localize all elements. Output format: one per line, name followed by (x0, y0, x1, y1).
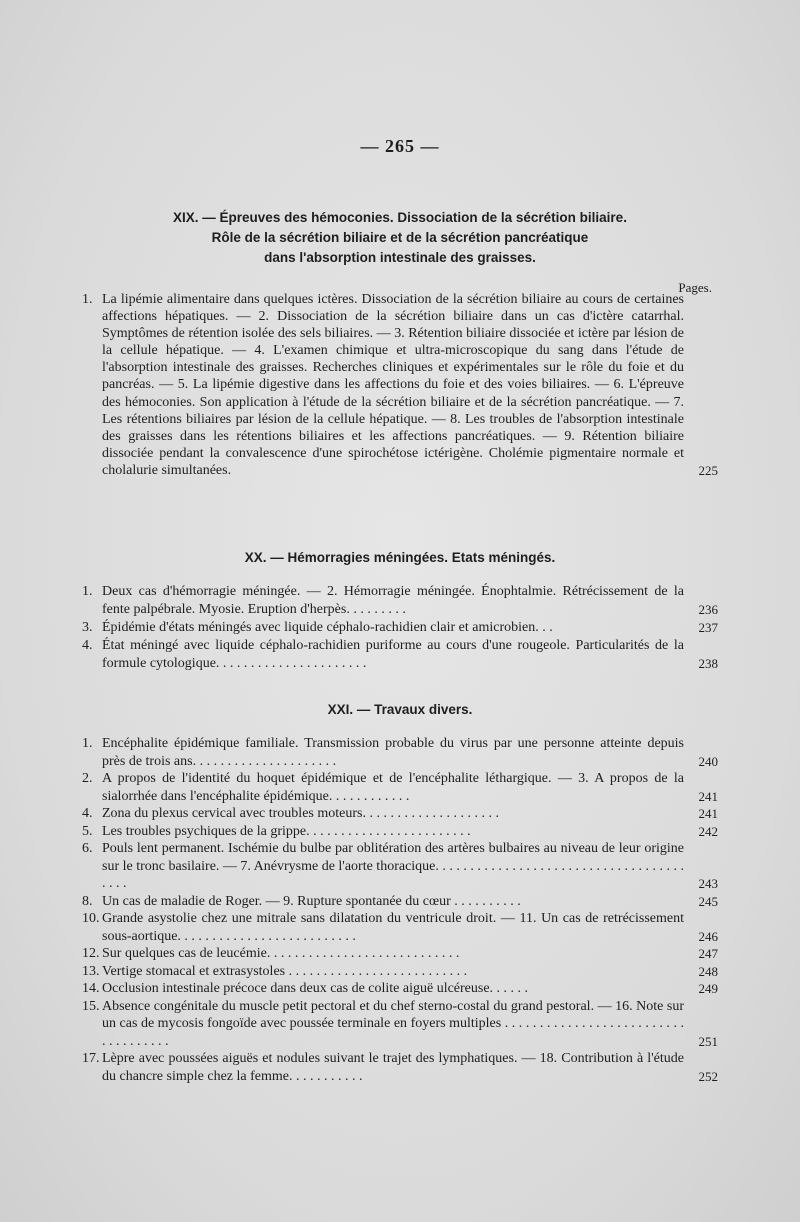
entry-page: 249 (698, 981, 718, 996)
entry-page: 240 (698, 753, 718, 769)
entry-text: État méningé avec liquide céphalo-rachidien puriforme au cours d'une rougeole. Particularités de la formule cytologique. . . . . . . . . . . . . . . . . . . . . . (102, 638, 684, 671)
entry-page: 225 (698, 462, 718, 478)
entry-page: 252 (698, 1068, 718, 1084)
entry-number: 4. (82, 638, 93, 653)
section-title-line: XIX. — Épreuves des hémoconies. Dissociation de la sécrétion biliaire. (173, 210, 627, 225)
list-item (82, 637, 718, 673)
entry-page: 251 (698, 1033, 718, 1049)
list-item (82, 945, 718, 963)
entry-number: 4. (82, 806, 93, 821)
entry-number: 8. (82, 893, 93, 909)
entry-text: Un cas de maladie de Roger. — 9. Rupture spontanée du cœur . . . . . . . . . . (102, 893, 521, 909)
list-item (82, 735, 718, 770)
entry-page: 238 (698, 656, 718, 671)
entry-page: 245 (698, 893, 718, 909)
list-item (82, 998, 718, 1051)
section-title-line: dans l'absorption intestinale des graisses. (264, 250, 536, 265)
list-item (82, 583, 718, 619)
entry-number: 1. (82, 584, 93, 599)
section-xix-title (0, 208, 800, 268)
entry-number: 2. (82, 771, 93, 786)
list-item (82, 910, 718, 945)
entry-number: 6. (82, 841, 93, 856)
entry-text: Absence congénitale du muscle petit pectoral et du chef sterno-costal du grand pestoral. — 16. Note sur un cas de mycosis fongoïde avec poussée terminale en foyers multiples . . . . . . . . . . . . . . . . . . . . . . . . . . . . . . . . . . . . (102, 998, 684, 1049)
list-item (82, 823, 718, 841)
entry-page: 248 (698, 963, 718, 979)
pages-column-label: Pages. (678, 280, 712, 295)
section-xx-title (0, 548, 800, 568)
section-title-line: XX. — Hémorragies méningées. Etats méningés. (244, 550, 556, 565)
entry-page: 246 (698, 928, 718, 944)
entry-number: 5. (82, 823, 93, 839)
list-item (82, 840, 718, 893)
list-item (82, 980, 718, 998)
page-number: — 265 — (360, 136, 440, 156)
entry-page: 242 (698, 823, 718, 839)
entry-number: 1. (82, 736, 93, 751)
entry-text: Vertige stomacal et extrasystoles . . . . . . . . . . . . . . . . . . . . . . . . . . (102, 963, 468, 979)
list-item (82, 893, 718, 911)
list-item (82, 619, 718, 637)
entry-text: Les troubles psychiques de la grippe. . . . . . . . . . . . . . . . . . . . . . . . (102, 823, 471, 839)
entry-text: Grande asystolie chez une mitrale sans dilatation du ventricule droit. — 11. Un cas de retrécissement sous-aortique. . . . . . . . . . . . . . . . . . . . . . . . . . (102, 911, 684, 944)
section-title-line: XXI. — Travaux divers. (327, 702, 473, 717)
section-xx-entries (82, 583, 718, 673)
section-xix-entries (82, 291, 718, 479)
entry-number: 17. (82, 1051, 100, 1066)
list-item (82, 1050, 718, 1085)
entry-text: Pouls lent permanent. Ischémie du bulbe par oblitération des artères bulbaires au niveau de leur origine sur le tronc basilaire. — 7. Anévrysme de l'aorte thoracique. . . . . . . . . . . . . . . . . . . . . . . . . . . . . . . . . . . . . . . . (102, 841, 684, 891)
entry-number: 15. (82, 998, 100, 1014)
entry-page: 243 (698, 876, 718, 891)
section-xxi-entries (82, 735, 718, 1085)
entry-text: Lèpre avec poussées aiguës et nodules suivant le trajet des lymphatiques. — 18. Contribution à l'étude du chancre simple chez la femme. . . . . . . . . . . (102, 1051, 684, 1084)
entry-page: 241 (698, 806, 718, 821)
entry-number: 12. (82, 946, 100, 961)
section-xxi-title (0, 700, 800, 720)
entry-page: 241 (698, 788, 718, 804)
entry-text: Épidémie d'états méningés avec liquide céphalo-rachidien clair et amicrobien. . . (102, 620, 553, 635)
list-item (82, 291, 718, 479)
entry-text: Zona du plexus cervical avec troubles moteurs. . . . . . . . . . . . . . . . . . . . (102, 806, 499, 821)
entry-page: 247 (698, 946, 718, 961)
list-item (82, 770, 718, 805)
list-item (82, 805, 718, 823)
entry-text: Encéphalite épidémique familiale. Transmission probable du virus par une personne atteinte depuis près de trois ans. . . . . . . . . . . . . . . . . . . . . (102, 736, 684, 769)
list-item (82, 963, 718, 981)
entry-number: 13. (82, 963, 100, 979)
entry-text: Sur quelques cas de leucémie. . . . . . . . . . . . . . . . . . . . . . . . . . . . (102, 946, 460, 961)
entry-page: 237 (698, 620, 718, 635)
entry-page: 236 (698, 602, 718, 617)
entry-number: 10. (82, 911, 100, 926)
entry-number: 3. (82, 620, 93, 635)
entry-text: A propos de l'identité du hoquet épidémique et de l'encéphalite léthargique. — 3. A propos de la sialorrhée dans l'encéphalite épidémique. . . . . . . . . . . . (102, 771, 684, 804)
entry-number: 1. (82, 292, 93, 307)
section-title-line: Rôle de la sécrétion biliaire et de la sécrétion pancréatique (211, 230, 589, 245)
entry-text: Deux cas d'hémorragie méningée. — 2. Hémorragie méningée. Énophtalmie. Rétrécissement de la fente palpébrale. Myosie. Eruption d'herpès. . . . . . . . . (102, 584, 684, 617)
entry-number: 14. (82, 981, 100, 996)
entry-text: La lipémie alimentaire dans quelques ictères. Dissociation de la sécrétion biliaire au cours de certaines affections hépatiques. — 2. Dissociation de la sécrétion biliaire dans un cas d'ictère catarrhal. Symptômes de rétention isolée des sels biliaires. — 3. Rétention biliaire dissociée et ictère par lésion de la cellule hépatique. — 4. L'examen chimique et ultra-microscopique du sang dans l'étude de l'absorption intestinale des graisses. Recherches cliniques et expérimentales sur le rôle du foie et du pancréas. — 5. La lipémie digestive dans les affections du foie et des voies biliaires. — 6. L'épreuve des hémoconies. Son application à l'étude de la sécrétion biliaire et de la sécrétion pancréatique. — 7. Les rétentions biliaires par lésion de la cellule hépatique. — 8. Les troubles de l'absorption intestinale des graisses dans les rétentions biliaires et les affections pancréatiques. — 9. Rétention biliaire dissociée pendant la convalescence d'une spirochétose ictérigène. Cholémie pigmentaire normale et cholalurie simultanées. (102, 292, 684, 478)
entry-text: Occlusion intestinale précoce dans deux cas de colite aiguë ulcéreuse. . . . . . (102, 981, 529, 996)
